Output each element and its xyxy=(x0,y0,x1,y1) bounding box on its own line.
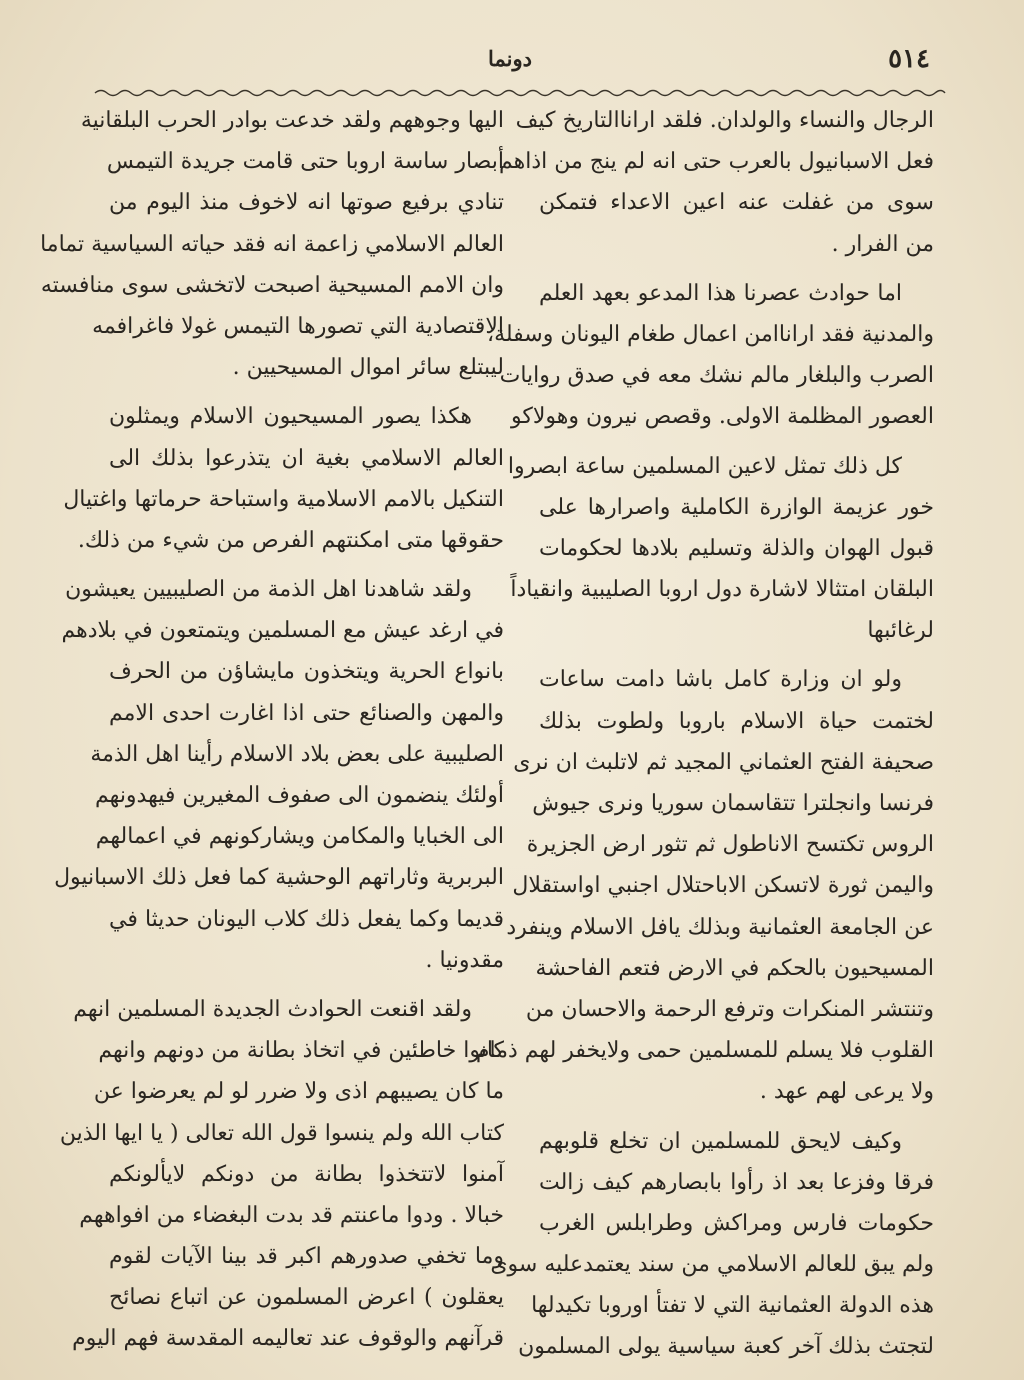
text-line: عن الجامعة العثمانية وبذلك يافل الاسلام وينفرد xyxy=(506,914,934,940)
text-line: فعل الاسبانيول بالعرب حتى انه لم ينج من اذاهم xyxy=(499,149,934,175)
text-line: في ارغد عيش مع المسلمين ويتمتعون في بلادهم xyxy=(61,618,504,644)
text-line: كتاب الله ولم ينسوا قول الله تعالى ( يا ايها الذين xyxy=(59,1120,504,1146)
text-line: هكذا يصور المسيحيون الاسلام ويمثلون xyxy=(109,404,472,430)
text-line: صحيفة الفتح العثماني المجيد ثم لاتلبث ان نرى xyxy=(513,749,934,775)
text-line: أولئك ينضمون الى صفوف المغيرين فيهدونهم xyxy=(95,783,504,808)
text-line: كل ذلك تمثل لاعين المسلمين ساعة ابصروا xyxy=(507,453,902,479)
page-number: ٥١٤ xyxy=(888,44,930,74)
paragraph xyxy=(54,569,504,981)
text-line: العالم الاسلامي زاعمة انه فقد حياته السياسية تماما xyxy=(40,231,504,257)
text-line: ولا يرعى لهم عهد . xyxy=(759,1079,934,1105)
text-line: لتجتث بذلك آخر كعبة سياسية يولى المسلمون xyxy=(518,1334,934,1360)
text-line: فرقا وفزعا بعد اذ رأوا بابصارهم كيف زالت xyxy=(539,1169,934,1195)
text-line: المسيحيون بالحكم في الارض فتعم الفاحشة xyxy=(535,955,934,981)
text-line: العالم الاسلامي بغية ان يتذرعوا بذلك الى xyxy=(109,445,504,471)
paragraph xyxy=(59,989,504,1360)
text-line: كانوا خاطئين في اتخاذ بطانة من دونهم وانهم xyxy=(98,1038,504,1064)
text-line: القلوب فلا يسلم للمسلمين حمى ولايخفر لهم ذمام xyxy=(475,1038,934,1064)
text-line: فرنسا وانجلترا تتقاسمان سوريا ونرى جيوش xyxy=(532,791,934,816)
text-line: اليها وجوههم ولقد خدعت بوادر الحرب البلقانية xyxy=(80,108,504,133)
paragraph xyxy=(490,1121,934,1368)
text-line: الصرب والبلغار مالم نشك معه في صدق روايات xyxy=(499,363,934,389)
text-line: من الفرار . xyxy=(831,231,934,257)
text-line: وكيف لايحق للمسلمين ان تخلع قلوبهم xyxy=(539,1128,902,1154)
text-line: البربرية وثاراتهم الوحشية كما فعل ذلك الاسبانيول xyxy=(54,865,504,891)
paragraph xyxy=(499,100,934,265)
text-line: يعقلون ) اعرض المسلمون عن اتباع نصائح xyxy=(109,1285,504,1311)
running-title: دونما xyxy=(488,46,532,71)
paragraph xyxy=(487,273,934,438)
text-line: واليمن ثورة لاتسكن الاباحتلال اجنبي اواستقلال xyxy=(512,873,934,899)
text-line: خبالا . ودوا ماعنتم قد بدت البغضاء من افواههم xyxy=(79,1202,504,1228)
text-line: هذه الدولة العثمانية التي لا تفتأ اوروبا تكيدلها xyxy=(531,1293,934,1319)
text-line: تنادي برفيع صوتها انه لاخوف منذ اليوم من xyxy=(109,190,504,216)
text-line: والمدنية فقد اراناامن اعمال طغام اليونان وسفلة، xyxy=(487,321,934,347)
page-header xyxy=(80,44,940,84)
right-column xyxy=(475,100,934,1360)
text-line: أبصار ساسة اروبا حتى قامت جريدة التيمس xyxy=(106,149,504,175)
text-line: حكومات فارس ومراكش وطرابلس الغرب xyxy=(539,1210,934,1236)
text-line: بانواع الحرية ويتخذون مايشاؤن من الحرف xyxy=(109,659,504,685)
text-line: ما كان يصيبهم اذى ولا ضرر لو لم يعرضوا عن xyxy=(93,1079,504,1105)
text-line: لرغائبها xyxy=(867,618,934,644)
left-column xyxy=(40,100,504,1352)
text-line: قبول الهوان والذلة وتسليم بلادها لحكومات xyxy=(539,535,934,561)
text-line: البلقان امتثالا لاشارة دول اروبا الصليبية وانقياداً xyxy=(510,577,934,603)
text-line: التنكيل بالامم الاسلامية واستباحة حرماتها واغتيال xyxy=(63,486,504,512)
text-line: ولم يبق للعالم الاسلامي من سند يعتمدعليه سوى xyxy=(490,1252,934,1278)
text-line: قرآنهم والوقوف عند تعاليمه المقدسة فهم اليوم xyxy=(72,1326,504,1352)
text-line: حقوقها متى امكنتهم الفرص من شيء من ذلك. xyxy=(77,527,504,553)
text-line: اما حوادث عصرنا هذا المدعو بعهد العلم xyxy=(539,280,902,306)
text-line: ولقد شاهدنا اهل الذمة من الصليبيين يعيشون xyxy=(65,577,472,603)
header-rule xyxy=(95,88,945,98)
text-line: الى الخبايا والمكامن ويشاركونهم في اعمالهم xyxy=(95,824,504,850)
text-line: سوى من غفلت عنه اعين الاعداء فتمكن xyxy=(539,190,934,216)
text-line: والمهن والصنائع حتى اذا اغارت احدى الامم xyxy=(109,700,504,726)
text-line: خور عزيمة الوازرة الكاملية واصرارها على xyxy=(539,494,934,520)
text-line: العصور المظلمة الاولى. وقصص نيرون وهولاكو xyxy=(511,404,934,430)
paragraph xyxy=(507,446,934,652)
text-line: قديما وكما يفعل ذلك كلاب اليونان حديثا في xyxy=(109,906,504,932)
text-line: الصليبية على بعض بلاد الاسلام رأينا اهل الذمة xyxy=(90,741,504,767)
text-line: الرجال والنساء والولدان. فلقد اراناالتاريخ كيف xyxy=(515,108,934,133)
paragraph xyxy=(475,659,934,1112)
paragraph xyxy=(40,100,504,388)
text-line: مقدونيا . xyxy=(425,947,504,973)
text-line: ولقد اقنعت الحوادث الجديدة المسلمين انهم xyxy=(73,996,472,1022)
text-line: آمنوا لاتتخذوا بطانة من دونكم لايألونكم xyxy=(109,1161,504,1187)
text-line: الاقتصادية التي تصورها التيمس غولا فاغرافمه xyxy=(92,313,504,339)
text-line: ولو ان وزارة كامل باشا دامت ساعات xyxy=(539,667,902,693)
text-line: ليبتلع سائر اموال المسيحيين . xyxy=(232,355,504,381)
text-line: وان الامم المسيحية اصبحت لاتخشى سوى منافسته xyxy=(40,272,504,298)
paragraph xyxy=(63,396,504,561)
text-line: لختمت حياة الاسلام باروبا ولطوت بذلك xyxy=(539,708,934,734)
text-line: وتنتشر المنكرات وترفع الرحمة والاحسان من xyxy=(525,996,934,1022)
text-line: الروس تكتسح الاناطول ثم تثور ارض الجزيرة xyxy=(526,832,934,858)
text-line: وما تخفي صدورهم اكبر قد بينا الآيات لقوم xyxy=(109,1244,504,1270)
